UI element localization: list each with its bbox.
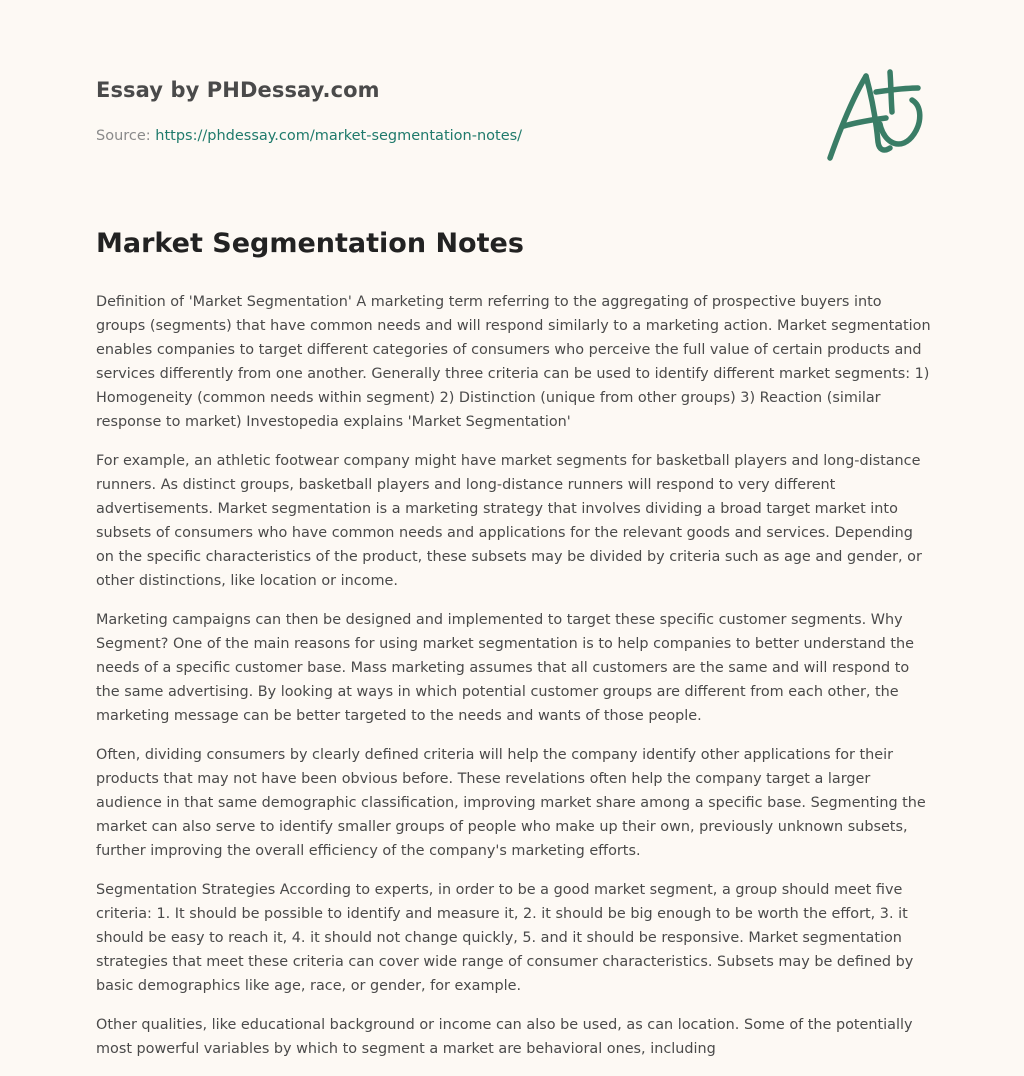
page-header <box>96 74 656 146</box>
essay-title: Market Segmentation Notes <box>96 228 524 259</box>
essay-paragraph: Definition of 'Market Segmentation' A marketing term referring to the aggregating of prospective buyers into groups (segments) that have common needs and will respond similarly to a marketing action. Market segmentation enables companies to target different categories of consumers who perceive the full value of certain products and services differently from one another. Generally three criteria can be used to identify different market segments: 1) Homogeneity (common needs within segment) 2) Distinction (unique from other groups) 3) Reaction (similar response to market) Investopedia explains 'Market Segmentation' <box>96 294 931 430</box>
source-link[interactable]: https://phdessay.com/market-segmentation-notes/ <box>155 128 523 144</box>
essay-paragraph: For example, an athletic footwear company might have market segments for basketball players and long-distance runners. As distinct groups, basketball players and long-distance runners will respond to very different advertisements. Market segmentation is a marketing strategy that involves dividing a broad target market into subsets of consumers who have common needs and applications for the relevant goods and services. Depending on the specific characteristics of the product, these subsets may be divided by criteria such as age and gender, or other distinctions, like location or income. <box>96 453 922 589</box>
source-line <box>96 126 656 146</box>
site-title: Essay by PHDessay.com <box>96 78 380 102</box>
essay-paragraph: Often, dividing consumers by clearly defined criteria will help the company identify other applications for their products that may not have been obvious before. These revelations often help the company target a larger audience in that same demographic classification, improving market share among a specific base. Segmenting the market can also serve to identify smaller groups of people who make up their own, previously unknown subsets, further improving the overall efficiency of the company's marketing efforts. <box>96 747 926 859</box>
essay-paragraph: Segmentation Strategies According to experts, in order to be a good market segment, a group should meet five criteria: 1. It should be possible to identify and measure it, 2. it should be big enough to be worth the effort, 3. it should be easy to reach it, 4. it should not change quickly, 5. and it should be responsive. Market segmentation strategies that meet these criteria can cover wide range of consumer characteristics. Subsets may be defined by basic demographics like age, race, or gender, for example. <box>96 882 914 994</box>
essay-content <box>96 224 932 1076</box>
source-label: Source: <box>96 128 156 144</box>
essay-paragraph: Marketing campaigns can then be designed and implemented to target these specific customer segments. Why Segment? One of the main reasons for using market segmentation is to help companies to better understand the needs of a specific customer base. Mass marketing assumes that all customers are the same and will respond to the same advertising. By looking at ways in which potential customer groups are different from each other, the marketing message can be better targeted to the needs and wants of those people. <box>96 612 915 724</box>
a-plus-logo-icon <box>818 62 930 170</box>
essay-paragraph: Other qualities, like educational background or income can also be used, as can location. Some of the potentially most powerful variables by which to segment a market are behavioral ones, including <box>96 1017 913 1057</box>
